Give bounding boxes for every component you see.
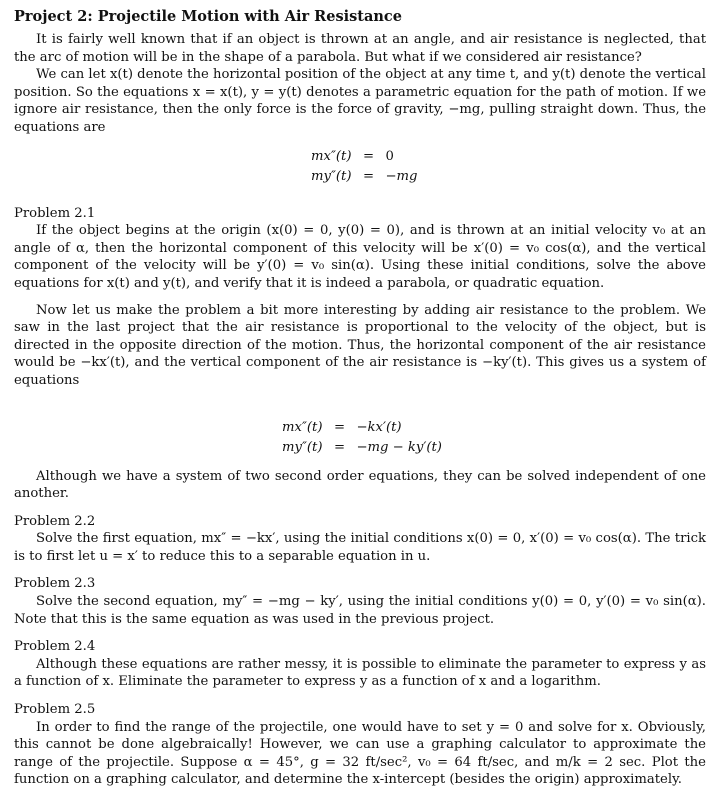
problem-2-5-text: In order to find the range of the projectile, one would have to set y = 0 and solve for x. Obviously, this cannot be done algebraically! However, we can use a graphing calculator to approximate the range of the projectile. Suppose α = 45°, g = 32 ft/sec², v₀ = 64 ft/sec, and m/k = 2 sec. Plot the function on a graphing calculator, and determine the x-intercept (besides the origin) approximately. bbox=[14, 719, 706, 788]
equation-set-air-resistance bbox=[282, 418, 706, 458]
equation-row bbox=[311, 147, 417, 167]
intro-paragraph-1: It is fairly well known that if an object is thrown at an angle, and air resistance is neglected, that the arc of motion will be in the shape of a parabola. But what if we considered air resistance? bbox=[14, 32, 706, 65]
problem-2-2-label: Problem 2.2 bbox=[14, 513, 96, 529]
equation-rhs: −mg − ky′(t) bbox=[356, 439, 442, 455]
equation-row bbox=[282, 418, 442, 438]
problem-2-5-label: Problem 2.5 bbox=[14, 702, 96, 718]
equation-lhs: my″(t) bbox=[282, 439, 323, 455]
problem-2-1-label: Problem 2.1 bbox=[14, 205, 96, 221]
problem-2-2-text: Solve the first equation, mx″ = −kx′, using the initial conditions x(0) = 0, x′(0) = v₀ cos(α). The trick is to first let u = x′ to reduce this to a separable equation in u. bbox=[14, 531, 706, 564]
system-note: Although we have a system of two second order equations, they can be solved independent of one another. bbox=[14, 468, 706, 502]
equation-lhs: mx″(t) bbox=[311, 148, 352, 164]
equation-lhs: mx″(t) bbox=[282, 419, 323, 435]
equation-op: = bbox=[333, 439, 346, 455]
problem-2-3-text: Solve the second equation, my″ = −mg − ky′, using the initial conditions y(0) = 0, y′(0) = v₀ sin(α). Note that this is the same equation as was used in the previous project. bbox=[14, 594, 706, 627]
equation-rhs: −mg bbox=[385, 168, 418, 184]
problem-2-4-text: Although these equations are rather messy, it is possible to eliminate the parameter to express y as a function of x. Eliminate the parameter to express y as a function of x and a logarithm. bbox=[14, 656, 706, 690]
air-resistance-paragraph: Now let us make the problem a bit more interesting by adding air resistance to the problem. We saw in the last project that the air resistance is proportional to the velocity of the object, but is directed in the opposite direction of the motion. Thus, the horizontal component of the air resistance would be −kx′(t), and the vertical component of the air resistance is −ky′(t). This gives us a system of equations bbox=[14, 302, 706, 388]
problem-2-1-text: If the object begins at the origin (x(0) = 0, y(0) = 0), and is thrown at an initial velocity v₀ at an angle of α, then the horizontal component of this velocity will be x′(0) = v₀ cos(α), and the vertical component of the velocity will be y′(0) = v₀ sin(α). Using these initial conditions, solve the above equations for x(t) and y(t), and verify that it is indeed a parabola, or quadratic equation. bbox=[14, 223, 706, 291]
equation-row bbox=[282, 438, 442, 458]
equation-rhs: −kx′(t) bbox=[356, 419, 402, 435]
equation-op: = bbox=[362, 148, 375, 164]
problem-2-4-label: Problem 2.4 bbox=[14, 639, 96, 655]
equation-op: = bbox=[333, 419, 346, 435]
problem-2-3-label: Problem 2.3 bbox=[14, 576, 96, 592]
equation-row bbox=[311, 167, 417, 187]
equation-rhs: 0 bbox=[385, 148, 394, 164]
equation-set-gravity bbox=[311, 147, 706, 187]
page-title: Project 2: Projectile Motion with Air Resistance bbox=[14, 8, 402, 25]
equation-lhs: my″(t) bbox=[311, 168, 352, 184]
equation-op: = bbox=[362, 168, 375, 184]
intro-paragraph-2: We can let x(t) denote the horizontal position of the object at any time t, and y(t) denote the vertical position. So the equations x = x(t), y = y(t) denotes a parametric equation for the path of motion. If we ignore air resistance, then the only force is the force of gravity, −mg, pulling straight down. Thus, the equations are bbox=[14, 67, 706, 135]
